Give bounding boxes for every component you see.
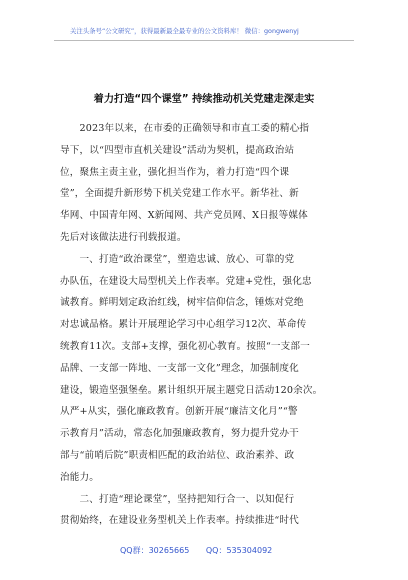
body-line: 建设，锻造坚强堡垒。累计组织开展主题党日活动120余次。	[60, 384, 323, 396]
document-body	[60, 118, 348, 532]
body-line: 堂”，全面提升新形势下机关党建工作水平。新华社、新	[60, 188, 299, 200]
body-line: 统教育11次。支部+支撑，强化初心教育。按照“一支部一	[60, 340, 310, 352]
document-title: 着力打造“四个课堂” 持续推动机关党建走深走实	[93, 94, 315, 105]
body-line: 治能力。	[60, 471, 99, 483]
body-line: 诚教育。鲜明划定政治红线，树牢信仰信念，锤炼对党绝	[60, 297, 304, 309]
body-line: 办队伍，在建设大局型机关上作表率。党建+党性，强化忠	[60, 275, 312, 287]
body-line: 贯彻始终，在建设业务型机关上作表率。持续推进“时代	[60, 515, 299, 527]
body-line: 部与“前哨后院”职责相匹配的政治站位、政治素养、政	[60, 449, 295, 461]
footer-qq-number: QQ：535304092	[205, 546, 273, 555]
body-line: 品牌、一支部一阵地、一支部一文化”理念，加强制度化	[60, 362, 299, 374]
body-line: 位，聚焦主责主业，强化担当作为，着力打造“四个课	[60, 166, 290, 178]
body-line: 示教育月”活动，常态化加强廉政教育，努力提升党办干	[60, 428, 299, 440]
body-line: 从严+从实，强化廉政教育。创新开展“廉洁文化月”“警	[60, 406, 298, 418]
footer-contact	[120, 545, 300, 556]
header-divider	[54, 40, 354, 41]
body-line: 一、打造“政治课堂”，塑造忠诚、放心、可靠的党	[60, 253, 295, 265]
body-line: 导下，以“四型市直机关建设”活动为契机，提高政治站	[60, 144, 295, 156]
body-line: 华网、中国青年网、X新闻网、共产党员网、X日报等媒体	[60, 210, 308, 222]
body-line: 二、打造“理论课堂”，坚持把知行合一、以知促行	[60, 493, 295, 505]
body-line: 先后对该做法进行刊载报道。	[60, 231, 187, 243]
header-banner: 关注头条号“公文研究”，获得最新最全最专业的公文资料库！ 微信：gongwenyj	[70, 27, 299, 35]
body-line: 对忠诚品格。累计开展理论学习中心组学习12次、革命传	[60, 319, 307, 331]
footer-qq-group: QQ群：30265665	[120, 546, 190, 555]
body-line: 2023年以来，在市委的正确领导和市直工委的精心指	[60, 123, 310, 134]
